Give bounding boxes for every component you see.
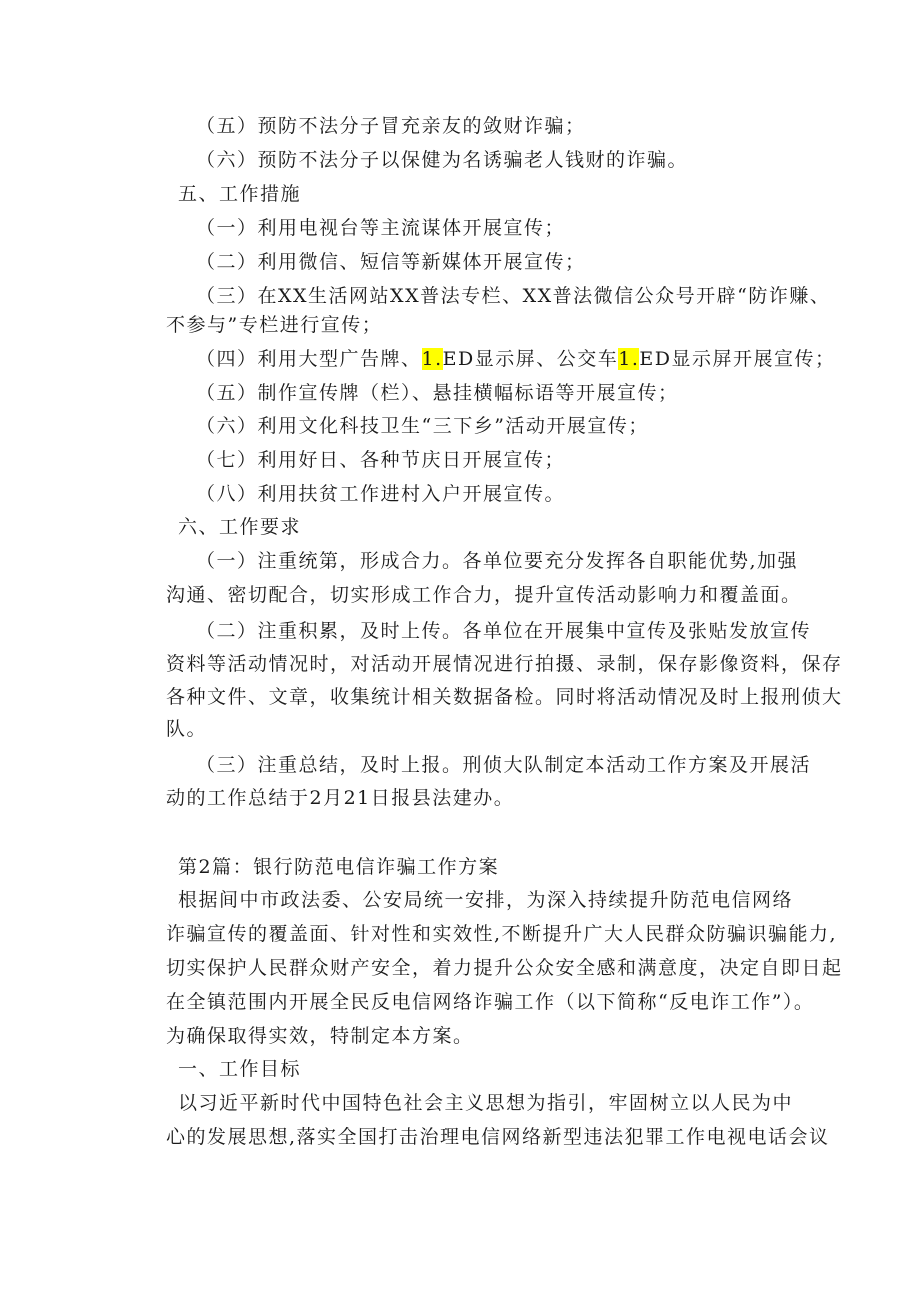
paragraph-line: （三）注重总结，及时上报。刑侦大队制定本活动工作方案及开展活: [196, 754, 812, 776]
paragraph-line: 以习近平新时代中国特色社会主义思想为指引，牢固树立以人民为中: [178, 1092, 794, 1114]
paragraph-line: 切实保护人民群众财产安全，着力提升公众安全感和满意度，决定自即日起: [166, 957, 843, 979]
paragraph-line: 沟通、密切配合，切实形成工作合力，提升宣传活动影响力和覆盖面。: [166, 584, 802, 606]
text-run: （四）利用大型广告牌、: [196, 348, 422, 370]
text-run: ED显示屏、公交车: [442, 348, 619, 370]
list-item: （三）在XX生活网站XX普法专栏、XX普法微信公众号开辟“防诈赚、: [196, 285, 831, 307]
paragraph-line: 为确保取得实效，特制定本方案。: [166, 1025, 474, 1047]
paragraph-line: （一）注重统第，形成合力。各单位要充分发挥各自职能优势,加强: [196, 550, 799, 572]
paragraph-line: 动的工作总结于2月21日报县法建办。: [166, 787, 515, 809]
paragraph-line: 资料等活动情况时，对活动开展情况进行拍摄、录制，保存影像资料，保存: [166, 653, 843, 675]
paragraph-line: 根据间中市政法委、公安局统一安排，为深入持续提升防范电信网络: [178, 889, 794, 911]
paragraph-line: 在全镇范围内开展全民反电信网络诈骗工作（以下简称“反电诈工作”）。: [166, 991, 815, 1013]
list-item: （二）利用微信、短信等新媒体开展宣传；: [196, 251, 586, 273]
list-item: （六）预防不法分子以保健为名诱骗老人钱财的诈骗。: [196, 149, 689, 171]
paragraph-line: 不参与”专栏进行宣传；: [166, 314, 383, 336]
section-heading: 一、工作目标: [178, 1058, 302, 1080]
section-title: 第2篇：银行防范电信诈骗工作方案: [178, 856, 500, 878]
list-item: （八）利用扶贫工作进村入户开展宣传。: [196, 483, 566, 505]
list-item: （五）预防不法分子冒充亲友的敛财诈骗；: [196, 115, 586, 137]
list-item: （五）制作宣传牌（栏）、悬挂横幅标语等开展宣传；: [196, 382, 679, 404]
section-heading: 五、工作措施: [178, 183, 302, 205]
paragraph-line: 心的发展思想,落实全国打击治理电信网络新型违法犯罪工作电视电话会议: [166, 1126, 830, 1148]
list-item: （六）利用文化科技卫生“三下乡”活动开展宣传；: [196, 415, 649, 437]
section-heading: 六、工作要求: [178, 516, 302, 538]
highlighted-text: 1.: [618, 348, 640, 370]
list-item: （七）利用好日、各种节庆日开展宣传；: [196, 449, 566, 471]
paragraph-line: 诈骗宣传的覆盖面、针对性和实效性,不断提升广大人民群众防骗识骗能力,: [166, 923, 838, 945]
highlighted-text: 1.: [421, 348, 443, 370]
list-item: （一）利用电视台等主流谋体开展宣传；: [196, 217, 566, 239]
paragraph-line: 各种文件、文章，收集统计相关数据备检。同时将活动情况及时上报刑侦大: [166, 686, 843, 708]
list-item: [196, 346, 836, 372]
paragraph-line: （二）注重积累，及时上传。各单位在开展集中宣传及张贴发放宣传: [196, 620, 812, 642]
paragraph-line: 队。: [166, 718, 208, 740]
text-run: ED显示屏开展宣传；: [639, 348, 836, 370]
